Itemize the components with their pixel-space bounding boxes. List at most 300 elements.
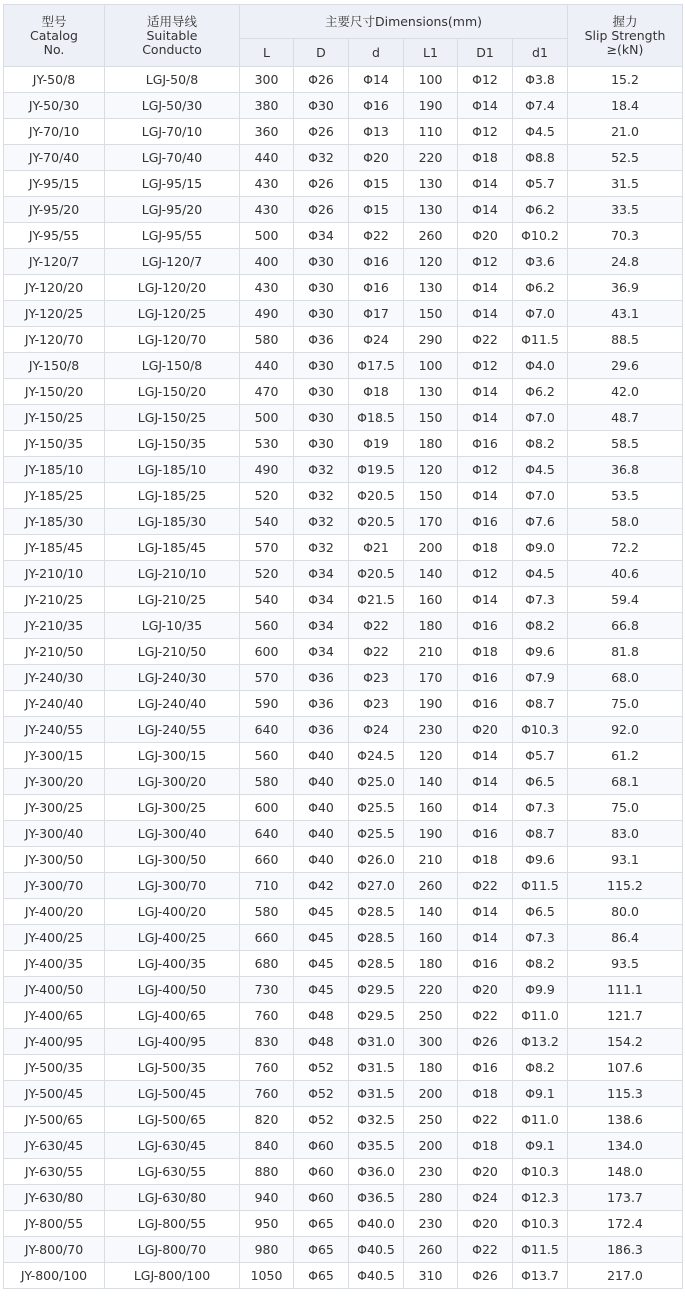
cell-dim-D1: Φ12 bbox=[458, 249, 513, 275]
cell-conductor: LGJ-185/30 bbox=[105, 509, 240, 535]
cell-dim-L1: 200 bbox=[404, 1081, 458, 1107]
cell-dim-L1: 130 bbox=[404, 379, 458, 405]
cell-slip-strength: 75.0 bbox=[568, 795, 683, 821]
cell-dim-D: Φ48 bbox=[294, 1029, 349, 1055]
cell-slip-strength: 21.0 bbox=[568, 119, 683, 145]
cell-conductor: LGJ-500/65 bbox=[105, 1107, 240, 1133]
cell-dim-d: Φ15 bbox=[349, 197, 404, 223]
cell-catalog-no: JY-500/35 bbox=[4, 1055, 105, 1081]
cell-dim-D1: Φ16 bbox=[458, 1055, 513, 1081]
cell-conductor: LGJ-300/40 bbox=[105, 821, 240, 847]
cell-dim-D1: Φ14 bbox=[458, 587, 513, 613]
cell-dim-D: Φ36 bbox=[294, 717, 349, 743]
cell-dim-d1: Φ9.9 bbox=[513, 977, 568, 1003]
cell-dim-L1: 260 bbox=[404, 223, 458, 249]
table-row bbox=[4, 457, 683, 483]
table-row bbox=[4, 899, 683, 925]
cell-dim-L1: 150 bbox=[404, 483, 458, 509]
cell-dim-D1: Φ16 bbox=[458, 613, 513, 639]
cell-dim-L1: 220 bbox=[404, 145, 458, 171]
table-row bbox=[4, 951, 683, 977]
cell-catalog-no: JY-400/95 bbox=[4, 1029, 105, 1055]
cell-slip-strength: 61.2 bbox=[568, 743, 683, 769]
cell-dim-D1: Φ20 bbox=[458, 977, 513, 1003]
cell-dim-d1: Φ7.0 bbox=[513, 301, 568, 327]
cell-dim-d1: Φ9.0 bbox=[513, 535, 568, 561]
cell-dim-L: 400 bbox=[240, 249, 294, 275]
cell-dim-L: 640 bbox=[240, 717, 294, 743]
cell-conductor: LGJ-400/20 bbox=[105, 899, 240, 925]
table-row bbox=[4, 1185, 683, 1211]
cell-slip-strength: 52.5 bbox=[568, 145, 683, 171]
cell-slip-strength: 186.3 bbox=[568, 1237, 683, 1263]
cell-slip-strength: 80.0 bbox=[568, 899, 683, 925]
cell-slip-strength: 172.4 bbox=[568, 1211, 683, 1237]
cell-catalog-no: JY-240/55 bbox=[4, 717, 105, 743]
cell-catalog-no: JY-300/50 bbox=[4, 847, 105, 873]
cell-dim-d1: Φ5.7 bbox=[513, 743, 568, 769]
cell-dim-L1: 130 bbox=[404, 197, 458, 223]
cell-dim-D: Φ30 bbox=[294, 379, 349, 405]
cell-dim-D1: Φ16 bbox=[458, 691, 513, 717]
cell-dim-d1: Φ7.3 bbox=[513, 587, 568, 613]
cell-dim-d1: Φ5.7 bbox=[513, 171, 568, 197]
cell-dim-D1: Φ16 bbox=[458, 431, 513, 457]
table-body bbox=[4, 67, 683, 1289]
cell-catalog-no: JY-500/65 bbox=[4, 1107, 105, 1133]
cell-dim-D: Φ52 bbox=[294, 1081, 349, 1107]
table-row bbox=[4, 561, 683, 587]
cell-slip-strength: 29.6 bbox=[568, 353, 683, 379]
cell-dim-L: 710 bbox=[240, 873, 294, 899]
cell-conductor: LGJ-50/8 bbox=[105, 67, 240, 93]
cell-slip-strength: 93.1 bbox=[568, 847, 683, 873]
cell-dim-d1: Φ11.5 bbox=[513, 327, 568, 353]
table-row bbox=[4, 977, 683, 1003]
cell-dim-D1: Φ24 bbox=[458, 1185, 513, 1211]
cell-dim-L1: 260 bbox=[404, 873, 458, 899]
cell-dim-D1: Φ18 bbox=[458, 639, 513, 665]
cell-dim-L1: 150 bbox=[404, 301, 458, 327]
cell-dim-L: 540 bbox=[240, 509, 294, 535]
cell-dim-L: 580 bbox=[240, 769, 294, 795]
cell-dim-d: Φ16 bbox=[349, 249, 404, 275]
cell-dim-D1: Φ16 bbox=[458, 951, 513, 977]
cell-dim-d: Φ22 bbox=[349, 639, 404, 665]
cell-catalog-no: JY-300/25 bbox=[4, 795, 105, 821]
cell-dim-L: 830 bbox=[240, 1029, 294, 1055]
cell-dim-D1: Φ14 bbox=[458, 483, 513, 509]
cell-dim-d1: Φ4.0 bbox=[513, 353, 568, 379]
cell-dim-L: 430 bbox=[240, 171, 294, 197]
cell-dim-L: 980 bbox=[240, 1237, 294, 1263]
cell-dim-L: 440 bbox=[240, 353, 294, 379]
header-catalog-line-1: 型号 bbox=[41, 13, 67, 29]
cell-conductor: LGJ-630/80 bbox=[105, 1185, 240, 1211]
cell-dim-d: Φ19 bbox=[349, 431, 404, 457]
table-row bbox=[4, 431, 683, 457]
cell-conductor: LGJ-240/30 bbox=[105, 665, 240, 691]
cell-dim-d1: Φ4.5 bbox=[513, 119, 568, 145]
header-strength-line-3: ≥(kN) bbox=[606, 41, 644, 57]
cell-dim-D1: Φ22 bbox=[458, 1237, 513, 1263]
cell-catalog-no: JY-70/40 bbox=[4, 145, 105, 171]
cell-conductor: LGJ-630/45 bbox=[105, 1133, 240, 1159]
cell-dim-d: Φ29.5 bbox=[349, 1003, 404, 1029]
cell-dim-D: Φ40 bbox=[294, 821, 349, 847]
table-row bbox=[4, 1211, 683, 1237]
table-row bbox=[4, 587, 683, 613]
cell-dim-d: Φ28.5 bbox=[349, 925, 404, 951]
table-row bbox=[4, 873, 683, 899]
cell-conductor: LGJ-70/10 bbox=[105, 119, 240, 145]
cell-dim-d1: Φ8.2 bbox=[513, 951, 568, 977]
cell-dim-d: Φ21.5 bbox=[349, 587, 404, 613]
cell-catalog-no: JY-95/15 bbox=[4, 171, 105, 197]
cell-slip-strength: 107.6 bbox=[568, 1055, 683, 1081]
cell-dim-d1: Φ13.2 bbox=[513, 1029, 568, 1055]
cell-conductor: LGJ-150/8 bbox=[105, 353, 240, 379]
cell-dim-D1: Φ18 bbox=[458, 1081, 513, 1107]
cell-dim-L: 600 bbox=[240, 795, 294, 821]
cell-dim-d: Φ20.5 bbox=[349, 509, 404, 535]
cell-dim-D: Φ32 bbox=[294, 457, 349, 483]
cell-dim-D: Φ26 bbox=[294, 67, 349, 93]
cell-conductor: LGJ-50/30 bbox=[105, 93, 240, 119]
cell-dim-L1: 180 bbox=[404, 613, 458, 639]
cell-dim-d1: Φ11.0 bbox=[513, 1003, 568, 1029]
table-row bbox=[4, 1133, 683, 1159]
cell-dim-d: Φ35.5 bbox=[349, 1133, 404, 1159]
cell-dim-D: Φ32 bbox=[294, 145, 349, 171]
cell-dim-D1: Φ22 bbox=[458, 1107, 513, 1133]
cell-catalog-no: JY-95/20 bbox=[4, 197, 105, 223]
table-row bbox=[4, 145, 683, 171]
cell-dim-D1: Φ14 bbox=[458, 769, 513, 795]
cell-dim-L: 1050 bbox=[240, 1263, 294, 1289]
cell-dim-L1: 280 bbox=[404, 1185, 458, 1211]
cell-dim-d: Φ40.0 bbox=[349, 1211, 404, 1237]
cell-conductor: LGJ-800/70 bbox=[105, 1237, 240, 1263]
cell-slip-strength: 58.0 bbox=[568, 509, 683, 535]
cell-dim-L: 560 bbox=[240, 613, 294, 639]
cell-dim-D: Φ40 bbox=[294, 847, 349, 873]
cell-dim-d: Φ18.5 bbox=[349, 405, 404, 431]
cell-catalog-no: JY-400/20 bbox=[4, 899, 105, 925]
cell-dim-D1: Φ12 bbox=[458, 561, 513, 587]
table-row bbox=[4, 639, 683, 665]
table-row bbox=[4, 249, 683, 275]
header-slip-strength bbox=[568, 5, 683, 67]
cell-slip-strength: 68.0 bbox=[568, 665, 683, 691]
table-row bbox=[4, 743, 683, 769]
cell-dim-D1: Φ12 bbox=[458, 457, 513, 483]
cell-dim-L1: 190 bbox=[404, 93, 458, 119]
cell-dim-D1: Φ14 bbox=[458, 795, 513, 821]
table-row bbox=[4, 483, 683, 509]
cell-conductor: LGJ-400/65 bbox=[105, 1003, 240, 1029]
cell-dim-d: Φ24 bbox=[349, 327, 404, 353]
table-row bbox=[4, 535, 683, 561]
cell-conductor: LGJ-800/55 bbox=[105, 1211, 240, 1237]
cell-dim-d: Φ23 bbox=[349, 691, 404, 717]
table-row bbox=[4, 67, 683, 93]
cell-dim-d1: Φ7.4 bbox=[513, 93, 568, 119]
table-row bbox=[4, 847, 683, 873]
cell-slip-strength: 88.5 bbox=[568, 327, 683, 353]
cell-dim-D1: Φ12 bbox=[458, 119, 513, 145]
table-row bbox=[4, 223, 683, 249]
cell-catalog-no: JY-240/30 bbox=[4, 665, 105, 691]
cell-dim-D1: Φ16 bbox=[458, 665, 513, 691]
cell-dim-L1: 170 bbox=[404, 665, 458, 691]
cell-dim-L: 680 bbox=[240, 951, 294, 977]
table-row bbox=[4, 171, 683, 197]
cell-dim-D1: Φ20 bbox=[458, 223, 513, 249]
cell-slip-strength: 148.0 bbox=[568, 1159, 683, 1185]
cell-dim-L1: 140 bbox=[404, 769, 458, 795]
cell-dim-d: Φ20.5 bbox=[349, 561, 404, 587]
cell-dim-D1: Φ14 bbox=[458, 379, 513, 405]
cell-slip-strength: 66.8 bbox=[568, 613, 683, 639]
cell-dim-d1: Φ12.3 bbox=[513, 1185, 568, 1211]
cell-dim-L1: 190 bbox=[404, 821, 458, 847]
cell-dim-D: Φ65 bbox=[294, 1211, 349, 1237]
cell-catalog-no: JY-210/50 bbox=[4, 639, 105, 665]
cell-dim-L1: 250 bbox=[404, 1107, 458, 1133]
cell-catalog-no: JY-300/20 bbox=[4, 769, 105, 795]
cell-dim-L: 590 bbox=[240, 691, 294, 717]
cell-slip-strength: 70.3 bbox=[568, 223, 683, 249]
cell-dim-D: Φ65 bbox=[294, 1263, 349, 1289]
cell-slip-strength: 217.0 bbox=[568, 1263, 683, 1289]
cell-conductor: LGJ-400/35 bbox=[105, 951, 240, 977]
cell-dim-L1: 230 bbox=[404, 1211, 458, 1237]
cell-dim-d1: Φ4.5 bbox=[513, 561, 568, 587]
cell-dim-L: 570 bbox=[240, 535, 294, 561]
cell-slip-strength: 115.2 bbox=[568, 873, 683, 899]
cell-conductor: LGJ-120/70 bbox=[105, 327, 240, 353]
cell-dim-d: Φ21 bbox=[349, 535, 404, 561]
cell-slip-strength: 36.8 bbox=[568, 457, 683, 483]
cell-dim-D: Φ36 bbox=[294, 665, 349, 691]
clamp-spec-table bbox=[3, 4, 683, 1289]
cell-dim-L: 490 bbox=[240, 457, 294, 483]
cell-catalog-no: JY-300/15 bbox=[4, 743, 105, 769]
table-row bbox=[4, 717, 683, 743]
cell-dim-d: Φ18 bbox=[349, 379, 404, 405]
cell-dim-L1: 150 bbox=[404, 405, 458, 431]
cell-dim-D1: Φ14 bbox=[458, 899, 513, 925]
cell-dim-D: Φ60 bbox=[294, 1185, 349, 1211]
cell-dim-D1: Φ18 bbox=[458, 1133, 513, 1159]
cell-dim-D: Φ45 bbox=[294, 977, 349, 1003]
cell-dim-D1: Φ26 bbox=[458, 1263, 513, 1289]
cell-dim-d1: Φ8.7 bbox=[513, 691, 568, 717]
cell-catalog-no: JY-210/35 bbox=[4, 613, 105, 639]
cell-catalog-no: JY-400/35 bbox=[4, 951, 105, 977]
cell-dim-L1: 120 bbox=[404, 249, 458, 275]
cell-dim-L1: 120 bbox=[404, 743, 458, 769]
table-row bbox=[4, 691, 683, 717]
header-conductor-line-1: 适用导线 bbox=[146, 13, 197, 29]
cell-slip-strength: 81.8 bbox=[568, 639, 683, 665]
table-row bbox=[4, 925, 683, 951]
cell-dim-L: 840 bbox=[240, 1133, 294, 1159]
cell-dim-d1: Φ7.0 bbox=[513, 405, 568, 431]
cell-dim-D1: Φ14 bbox=[458, 197, 513, 223]
cell-dim-d1: Φ3.6 bbox=[513, 249, 568, 275]
header-catalog-line-2: Catalog bbox=[29, 27, 78, 43]
table-row bbox=[4, 327, 683, 353]
cell-conductor: LGJ-210/10 bbox=[105, 561, 240, 587]
cell-dim-L: 500 bbox=[240, 223, 294, 249]
cell-dim-d1: Φ6.2 bbox=[513, 197, 568, 223]
cell-dim-L1: 210 bbox=[404, 847, 458, 873]
table-row bbox=[4, 1107, 683, 1133]
cell-dim-D1: Φ14 bbox=[458, 93, 513, 119]
cell-catalog-no: JY-95/55 bbox=[4, 223, 105, 249]
cell-dim-D: Φ30 bbox=[294, 249, 349, 275]
cell-dim-D: Φ32 bbox=[294, 535, 349, 561]
cell-dim-L: 760 bbox=[240, 1055, 294, 1081]
cell-dim-d1: Φ9.6 bbox=[513, 639, 568, 665]
cell-dim-L1: 180 bbox=[404, 431, 458, 457]
cell-dim-D1: Φ20 bbox=[458, 1211, 513, 1237]
cell-dim-L: 430 bbox=[240, 197, 294, 223]
cell-slip-strength: 121.7 bbox=[568, 1003, 683, 1029]
cell-slip-strength: 86.4 bbox=[568, 925, 683, 951]
cell-catalog-no: JY-240/40 bbox=[4, 691, 105, 717]
header-dim-D1: D1 bbox=[458, 39, 513, 67]
cell-catalog-no: JY-400/25 bbox=[4, 925, 105, 951]
header-dim-L: L bbox=[240, 39, 294, 67]
cell-dim-D1: Φ16 bbox=[458, 821, 513, 847]
cell-conductor: LGJ-10/35 bbox=[105, 613, 240, 639]
cell-conductor: LGJ-185/10 bbox=[105, 457, 240, 483]
cell-dim-D: Φ26 bbox=[294, 197, 349, 223]
cell-dim-L1: 160 bbox=[404, 587, 458, 613]
cell-conductor: LGJ-500/35 bbox=[105, 1055, 240, 1081]
cell-dim-L1: 180 bbox=[404, 1055, 458, 1081]
cell-dim-D: Φ34 bbox=[294, 613, 349, 639]
cell-dim-d1: Φ8.8 bbox=[513, 145, 568, 171]
cell-dim-d: Φ32.5 bbox=[349, 1107, 404, 1133]
table-row bbox=[4, 509, 683, 535]
cell-dim-L1: 100 bbox=[404, 353, 458, 379]
cell-dim-L1: 170 bbox=[404, 509, 458, 535]
cell-dim-D: Φ26 bbox=[294, 119, 349, 145]
cell-dim-d1: Φ6.5 bbox=[513, 899, 568, 925]
cell-conductor: LGJ-400/25 bbox=[105, 925, 240, 951]
cell-conductor: LGJ-185/25 bbox=[105, 483, 240, 509]
cell-dim-d1: Φ7.3 bbox=[513, 795, 568, 821]
cell-dim-D: Φ26 bbox=[294, 171, 349, 197]
cell-catalog-no: JY-400/50 bbox=[4, 977, 105, 1003]
header-strength-line-2: Slip Strength bbox=[584, 27, 666, 43]
cell-dim-D: Φ45 bbox=[294, 925, 349, 951]
cell-dim-L1: 200 bbox=[404, 1133, 458, 1159]
cell-catalog-no: JY-185/45 bbox=[4, 535, 105, 561]
cell-dim-d1: Φ6.2 bbox=[513, 275, 568, 301]
table-row bbox=[4, 1029, 683, 1055]
cell-conductor: LGJ-300/25 bbox=[105, 795, 240, 821]
cell-dim-d1: Φ8.2 bbox=[513, 613, 568, 639]
cell-catalog-no: JY-800/70 bbox=[4, 1237, 105, 1263]
cell-catalog-no: JY-150/35 bbox=[4, 431, 105, 457]
cell-dim-d: Φ36.5 bbox=[349, 1185, 404, 1211]
cell-conductor: LGJ-240/40 bbox=[105, 691, 240, 717]
cell-dim-D1: Φ22 bbox=[458, 873, 513, 899]
cell-dim-L1: 290 bbox=[404, 327, 458, 353]
cell-dim-D: Φ32 bbox=[294, 483, 349, 509]
cell-catalog-no: JY-800/55 bbox=[4, 1211, 105, 1237]
cell-dim-d: Φ31.0 bbox=[349, 1029, 404, 1055]
cell-dim-D: Φ52 bbox=[294, 1107, 349, 1133]
cell-dim-d: Φ24.5 bbox=[349, 743, 404, 769]
cell-slip-strength: 31.5 bbox=[568, 171, 683, 197]
cell-conductor: LGJ-150/20 bbox=[105, 379, 240, 405]
cell-catalog-no: JY-185/10 bbox=[4, 457, 105, 483]
cell-dim-d: Φ20.5 bbox=[349, 483, 404, 509]
cell-dim-d1: Φ13.7 bbox=[513, 1263, 568, 1289]
cell-dim-D1: Φ14 bbox=[458, 301, 513, 327]
cell-dim-D: Φ60 bbox=[294, 1133, 349, 1159]
table-row bbox=[4, 301, 683, 327]
cell-dim-d: Φ13 bbox=[349, 119, 404, 145]
cell-dim-L: 360 bbox=[240, 119, 294, 145]
cell-dim-d1: Φ8.2 bbox=[513, 431, 568, 457]
cell-conductor: LGJ-210/50 bbox=[105, 639, 240, 665]
cell-catalog-no: JY-120/25 bbox=[4, 301, 105, 327]
cell-slip-strength: 18.4 bbox=[568, 93, 683, 119]
cell-dim-D1: Φ22 bbox=[458, 327, 513, 353]
cell-dim-D: Φ52 bbox=[294, 1055, 349, 1081]
cell-conductor: LGJ-500/45 bbox=[105, 1081, 240, 1107]
cell-conductor: LGJ-95/15 bbox=[105, 171, 240, 197]
cell-dim-D: Φ34 bbox=[294, 639, 349, 665]
cell-slip-strength: 83.0 bbox=[568, 821, 683, 847]
cell-dim-D: Φ32 bbox=[294, 509, 349, 535]
cell-dim-d: Φ15 bbox=[349, 171, 404, 197]
table-row bbox=[4, 795, 683, 821]
table-row bbox=[4, 613, 683, 639]
cell-slip-strength: 134.0 bbox=[568, 1133, 683, 1159]
cell-dim-L1: 260 bbox=[404, 1237, 458, 1263]
cell-dim-L1: 100 bbox=[404, 67, 458, 93]
cell-dim-L: 560 bbox=[240, 743, 294, 769]
cell-dim-D1: Φ14 bbox=[458, 925, 513, 951]
table-row bbox=[4, 1003, 683, 1029]
cell-dim-L1: 300 bbox=[404, 1029, 458, 1055]
header-dimensions: 主要尺寸Dimensions(mm) bbox=[240, 5, 568, 39]
cell-catalog-no: JY-210/25 bbox=[4, 587, 105, 613]
cell-dim-L: 570 bbox=[240, 665, 294, 691]
cell-slip-strength: 40.6 bbox=[568, 561, 683, 587]
table-row bbox=[4, 769, 683, 795]
table-row bbox=[4, 1263, 683, 1289]
cell-dim-L: 300 bbox=[240, 67, 294, 93]
cell-slip-strength: 138.6 bbox=[568, 1107, 683, 1133]
cell-dim-L1: 110 bbox=[404, 119, 458, 145]
cell-catalog-no: JY-300/70 bbox=[4, 873, 105, 899]
cell-conductor: LGJ-150/25 bbox=[105, 405, 240, 431]
header-conductor-line-3: Conducto bbox=[142, 41, 202, 57]
cell-slip-strength: 75.0 bbox=[568, 691, 683, 717]
cell-dim-d: Φ14 bbox=[349, 67, 404, 93]
header-dim-L1: L1 bbox=[404, 39, 458, 67]
cell-dim-D1: Φ18 bbox=[458, 535, 513, 561]
